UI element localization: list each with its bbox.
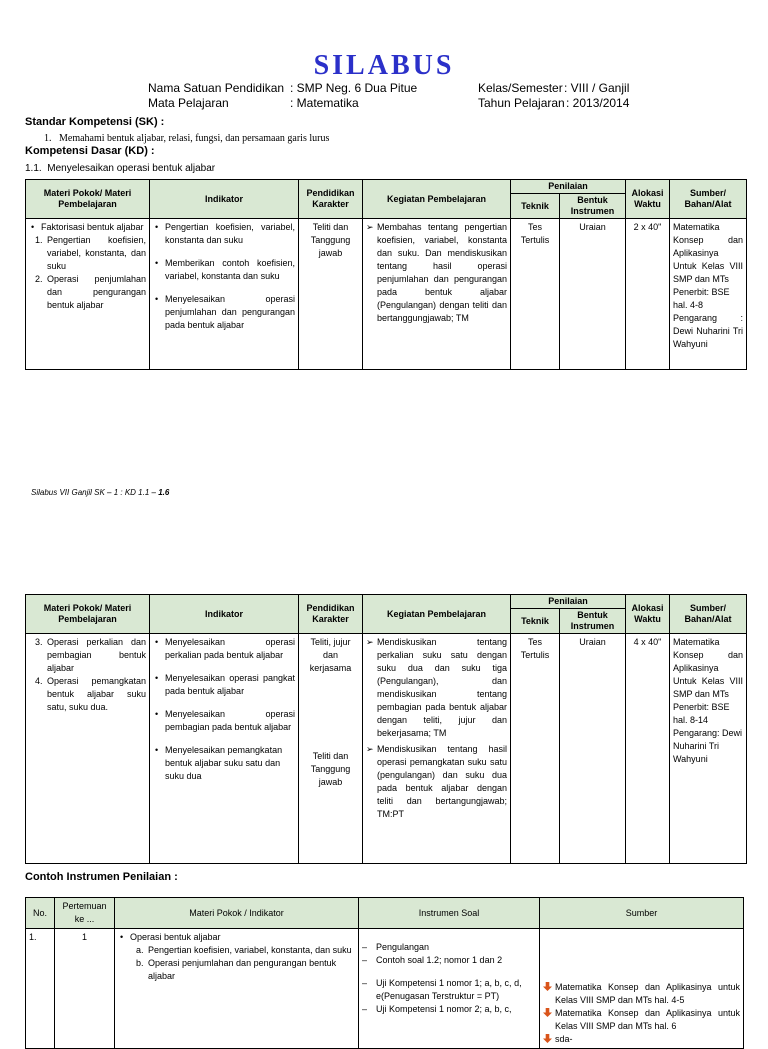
kegiatan-cell bbox=[363, 219, 511, 370]
mapel-label: Mata Pelajaran bbox=[148, 96, 229, 110]
th-penilaian: Penilaian bbox=[511, 180, 626, 194]
instrumen-item: – Uji Kompetensi 1 nomor 2; a, b, c, bbox=[362, 1003, 536, 1016]
kegiatan-item: ➢ Membahas tentang pengertian koefisien, variabel, konstanta dan suku. Dan mendiskusikan tentang hasil operasi penjumlahan dan pengurangan pada bentuk aljabar (Pengulangan) dengan teliti dan bertanggungjawab; TM bbox=[366, 221, 507, 325]
materi-bullet: • Faktorisasi bentuk aljabar bbox=[29, 221, 146, 234]
row-materi-bullet: • Operasi bentuk aljabar bbox=[118, 931, 355, 944]
row-pertemuan: 1 bbox=[55, 929, 115, 1049]
materi-cell bbox=[26, 634, 150, 864]
indikator-item: • Menyelesaikan operasi penjumlahan dan pengurangan pada bentuk aljabar bbox=[153, 293, 295, 332]
tahun-label: Tahun Pelajaran bbox=[478, 96, 565, 110]
karakter-text: Teliti dan Tanggung jawab bbox=[310, 751, 351, 787]
instrumen-item: – Contoh soal 1.2; nomor 1 dan 2 bbox=[362, 954, 536, 967]
sk-heading: Standar Kompetensi (SK) : bbox=[25, 116, 165, 128]
th-materi: Materi Pokok/ Materi Pembelajaran bbox=[26, 180, 150, 219]
alokasi-cell: 2 x 40" bbox=[626, 219, 670, 370]
sumber-item: Matematika Konsep dan Aplikasinya untuk Kelas VIII SMP dan MTs hal. 6 bbox=[543, 1007, 740, 1033]
instrumen-item: – Pengulangan bbox=[362, 941, 536, 954]
karakter-text: Teliti, jujur dan kerjasama bbox=[309, 637, 352, 673]
arrow-down-icon bbox=[543, 1008, 552, 1017]
th-sumber: Sumber/ Bahan/Alat bbox=[670, 180, 747, 219]
arrow-down-icon bbox=[543, 1034, 552, 1043]
th-penilaian: Penilaian bbox=[511, 595, 626, 609]
row-sumber bbox=[540, 929, 744, 1049]
th-karakter: Pendidikan Karakter bbox=[299, 595, 363, 634]
th-pertemuan: Pertemuan ke ... bbox=[55, 898, 115, 929]
indikator-item: • Menyelesaikan operasi perkalian pada bentuk aljabar bbox=[153, 636, 295, 662]
materi-item: 1. Pengertian koefisien, variabel, konstanta, dan suku bbox=[35, 235, 146, 271]
sumber-publisher: Penerbit: BSE hal. 4-8 bbox=[673, 287, 730, 310]
silabus-table-1 bbox=[25, 179, 747, 370]
sumber-author: Pengarang : Dewi Nuharini Tri Wahyuni bbox=[673, 313, 744, 349]
kegiatan-item: ➢ Mendiskusikan tentang hasil operasi pemangkatan suku satu (pengulangan) dan suku dua pada bentuk aljabar dengan teliti dan bertangungjawab; TM:PT bbox=[366, 743, 507, 821]
sumber-publisher: Penerbit: BSE hal. 8-14 bbox=[673, 702, 730, 725]
sumber-author: Pengarang: Dewi Nuharini Tri Wahyuni bbox=[673, 728, 743, 764]
th-sumber: Sumber/ Bahan/Alat bbox=[670, 595, 747, 634]
indikator-item: • Menyelesaikan operasi pembagian pada bentuk aljabar bbox=[153, 708, 295, 734]
satuan-label: Nama Satuan Pendidikan bbox=[148, 81, 285, 95]
kegiatan-item: ➢ Mendiskusikan tentang perkalian suku satu dengan suku dua dan suku tiga (Pengulangan), dan mendiskusikan tentang pembagian pada bentuk aljabar dengan teliti, jujur dan bekerjasama; TM bbox=[366, 636, 507, 740]
indikator-cell bbox=[150, 219, 299, 370]
karakter-cell bbox=[299, 634, 363, 864]
th-indikator: Indikator bbox=[150, 595, 299, 634]
th-teknik: Teknik bbox=[511, 194, 560, 219]
th-karakter: Pendidikan Karakter bbox=[299, 180, 363, 219]
sumber-book: Matematika Konsep dan Aplikasinya Untuk Kelas VIII SMP dan MTs bbox=[673, 637, 744, 699]
satuan-value: : SMP Neg. 6 Dua Pitue bbox=[290, 81, 418, 95]
row-materi bbox=[115, 929, 359, 1049]
karakter-cell: Teliti dan Tanggung jawab bbox=[299, 219, 363, 370]
contoh-heading: Contoh Instrumen Penilaian : bbox=[25, 871, 178, 883]
kelas-value: : VIII / Ganjil bbox=[564, 81, 630, 95]
th-kegiatan: Kegiatan Pembelajaran bbox=[363, 180, 511, 219]
row-materi-sub: b. Operasi penjumlahan dan pengurangan bentuk aljabar bbox=[136, 958, 337, 981]
sumber-book: Matematika Konsep dan Aplikasinya Untuk Kelas VIII SMP dan MTs bbox=[673, 222, 744, 284]
indikator-item: • Memberikan contoh koefisien, variabel, konstanta dan suku bbox=[153, 257, 295, 283]
instrumen-item: – Uji Kompetensi 1 nomor 1; a, b, c, d, e(Penugasan Terstruktur = PT) bbox=[362, 977, 536, 1003]
materi-cell bbox=[26, 219, 150, 370]
materi-item: 2. Operasi penjumlahan dan pengurangan bentuk aljabar bbox=[35, 274, 146, 310]
sk-item: 1. Memahami bentuk aljabar, relasi, fungsi, dan persamaan garis lurus bbox=[44, 133, 330, 144]
th-materi-indikator: Materi Pokok / Indikator bbox=[115, 898, 359, 929]
teknik-cell: Tes Tertulis bbox=[511, 219, 560, 370]
indikator-item: • Menyelesaikan pemangkatan bentuk aljabar suku satu dan suku dua bbox=[153, 744, 295, 783]
indikator-item: • Menyelesaikan operasi pangkat pada bentuk aljabar bbox=[153, 672, 295, 698]
th-alokasi: Alokasi Waktu bbox=[626, 595, 670, 634]
bentuk-cell: Uraian bbox=[560, 634, 626, 864]
indikator-item: • Pengertian koefisien, variabel, konstanta dan suku bbox=[153, 221, 295, 247]
kd-item: 1.1. Menyelesaikan operasi bentuk aljabar bbox=[25, 163, 216, 174]
th-no: No. bbox=[26, 898, 55, 929]
page-footer: Silabus VII Ganjil SK – 1 : KD 1.1 – 1.6 bbox=[31, 488, 170, 497]
kd-heading: Kompetensi Dasar (KD) : bbox=[25, 145, 155, 157]
th-alokasi: Alokasi Waktu bbox=[626, 180, 670, 219]
contoh-table bbox=[25, 897, 744, 1049]
arrow-down-icon bbox=[543, 982, 552, 991]
materi-item: 4. Operasi pemangkatan bentuk aljabar suku satu, suku dua. bbox=[35, 676, 146, 712]
sumber-item: Matematika Konsep dan Aplikasinya untuk Kelas VIII SMP dan MTs hal. 4-5 bbox=[543, 981, 740, 1007]
row-materi-sub: a. Pengertian koefisien, variabel, konstanta, dan suku bbox=[136, 945, 352, 955]
sumber-cell bbox=[670, 634, 747, 864]
kegiatan-cell bbox=[363, 634, 511, 864]
th-instrumen: Instrumen Soal bbox=[359, 898, 540, 929]
th-indikator: Indikator bbox=[150, 180, 299, 219]
sumber-cell bbox=[670, 219, 747, 370]
th-bentuk: Bentuk Instrumen bbox=[560, 609, 626, 634]
sumber-item: sda- bbox=[543, 1033, 740, 1046]
th-bentuk: Bentuk Instrumen bbox=[560, 194, 626, 219]
tahun-value: : 2013/2014 bbox=[566, 96, 630, 110]
indikator-cell bbox=[150, 634, 299, 864]
kelas-label: Kelas/Semester bbox=[478, 81, 563, 95]
th-sumber: Sumber bbox=[540, 898, 744, 929]
th-materi: Materi Pokok/ Materi Pembelajaran bbox=[26, 595, 150, 634]
silabus-table-2 bbox=[25, 594, 747, 864]
row-instrumen bbox=[359, 929, 540, 1049]
th-teknik: Teknik bbox=[511, 609, 560, 634]
row-no: 1. bbox=[26, 929, 55, 1049]
th-kegiatan: Kegiatan Pembelajaran bbox=[363, 595, 511, 634]
teknik-cell: Tes Tertulis bbox=[511, 634, 560, 864]
bentuk-cell: Uraian bbox=[560, 219, 626, 370]
page-title: SILABUS bbox=[313, 50, 455, 81]
alokasi-cell: 4 x 40" bbox=[626, 634, 670, 864]
materi-item: 3. Operasi perkalian dan pembagian bentuk aljabar bbox=[35, 637, 146, 673]
mapel-value: : Matematika bbox=[290, 96, 359, 110]
